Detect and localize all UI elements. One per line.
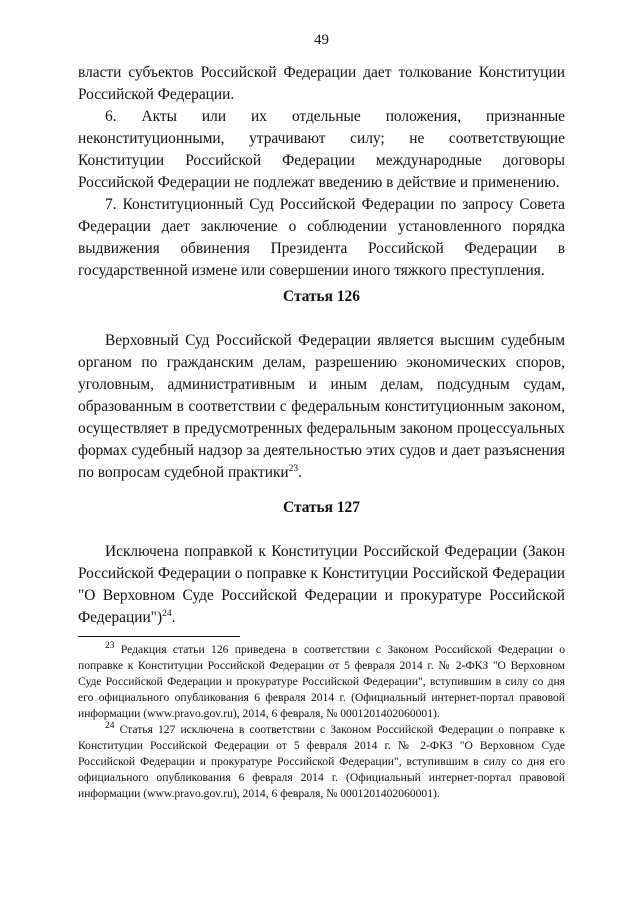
footnote-text-24: Статья 127 исключена в соответствии с Законом Российской Федерации о поправке к Конституции Российской Федерации от 5 февраля 2014 г. № 2-ФКЗ "О Верховном Суде Российской Федерации и прокуратуре Российской Федерации", вступившим в силу со дня его официального опубликования 6 февраля 2014 г. (Официальный интернет-портал правовой информации (www.pravo.gov.ru), 2014, 6 февраля, № 0001201402060001). <box>78 723 565 800</box>
continued-text <box>78 62 565 282</box>
footnote-number-23: 23 <box>105 641 115 652</box>
article-127-text-content: Исключена поправкой к Конституции Российской Федерации (Закон Российской Федерации о поправке к Конституции Российской Федерации "О Верховном Суде Российской Федерации и прокуратуре Российской Федерации") <box>78 543 565 626</box>
article-126-text-content: Верховный Суд Российской Федерации является высшим судебным органом по гражданским делам, разрешению экономических споров, уголовным, административным и иным делам, подсудным судам, образованным в соответствии с федеральным конституционным законом, осуществляет в предусмотренных федеральным законом процессуальных формах судебный надзор за деятельностью этих судов и дает разъяснения по вопросам судебной практики <box>78 332 565 481</box>
footnote-24 <box>78 722 565 802</box>
paragraph-3: 7. Конституционный Суд Российской Федерации по запросу Совета Федерации дает заключение о соблюдении установленного порядка выдвижения обвинения Президента Российской Федерации в государственной измене или совершении иного тяжкого преступления. <box>78 196 565 279</box>
footnote-text-23: Редакция статьи 126 приведена в соответствии с Законом Российской Федерации о поправке к Конституции Российской Федерации от 5 февраля 2014 г. № 2-ФКЗ "О Верховном Суде Российской Федерации и прокуратуре Российской Федерации", вступившим в силу со дня его официального опубликования 6 февраля 2014 г. (Официальный интернет-портал правовой информации (www.pravo.gov.ru), 2014, 6 февраля, № 0001201402060001). <box>78 643 565 720</box>
page-number: 49 <box>314 32 329 48</box>
article-127-heading: Статья 127 <box>283 499 360 516</box>
footnote-ref-23[interactable]: 23 <box>288 463 299 474</box>
article-127-body <box>78 541 565 629</box>
footnote-divider <box>78 636 240 637</box>
paragraph-1: власти субъектов Российской Федерации дает толкование Конституции Российской Федерации. <box>78 64 565 103</box>
article-126-body <box>78 330 565 484</box>
article-127-text <box>78 541 565 629</box>
article-126-text-end: . <box>298 464 303 481</box>
footnotes <box>78 642 565 802</box>
paragraph-2: 6. Акты или их отдельные положения, признанные неконституционными, утрачивают силу; не соответствующие Конституции Российской Федерации международные договоры Российской Федерации не подлежат введению в действие и применению. <box>78 108 565 191</box>
footnote-number-24: 24 <box>105 721 115 732</box>
article-127-text-end: . <box>171 609 176 626</box>
article-126-heading: Статья 126 <box>283 288 360 305</box>
footnote-23 <box>78 642 565 722</box>
article-126-text <box>78 330 565 484</box>
footnote-ref-24[interactable]: 24 <box>162 608 172 619</box>
